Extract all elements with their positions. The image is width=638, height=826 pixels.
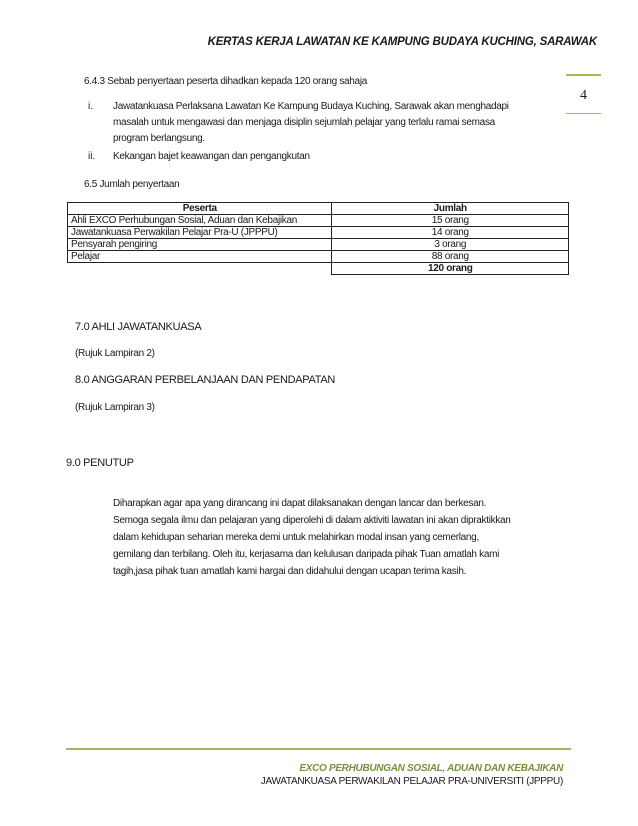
footer-committee: JAWATANKUASA PERWAKILAN PELAJAR PRA-UNIVERSITI (JPPPU) [260, 776, 563, 787]
column-header-jumlah: Jumlah [332, 203, 569, 215]
page-number: 4 [580, 88, 587, 103]
closing-paragraph [113, 495, 573, 580]
list-item-line: Jawatankuasa Perlaksana Lawatan Ke Kampung Budaya Kuching, Sarawak akan menghadapi [113, 101, 509, 112]
table-cell-total: 120 orang [332, 263, 569, 275]
section-7-reference: (Rujuk Lampiran 2) [75, 348, 155, 359]
table-cell-jumlah: 88 orang [332, 251, 569, 263]
list-item-number: ii. [88, 151, 96, 162]
table-row [68, 239, 569, 251]
paragraph-line: Semoga segala ilmu dan pelajaran yang diperolehi di dalam aktiviti lawatan ini akan dipraktikkan [113, 515, 511, 526]
section-7-heading: 7.0 AHLI JAWATANKUASA [75, 321, 202, 333]
paragraph-line: tagih,jasa pihak tuan amatlah kami hargai dan didahului dengan ucapan terima kasih. [113, 566, 467, 577]
paragraph-line: gemilang dan terbilang. Oleh itu, kerjasama dan kelulusan daripada pihak Tuan amatlah kami [113, 549, 500, 560]
table-cell-peserta: Ahli EXCO Perhubungan Sosial, Aduan dan Kebajikan [68, 215, 332, 227]
list-item-line: Kekangan bajet keawangan dan pengangkutan [113, 151, 310, 162]
table-cell-peserta: Jawatankuasa Perwakilan Pelajar Pra-U (JPPPU) [68, 227, 332, 239]
paragraph-line: Diharapkan agar apa yang dirancang ini dapat dilaksanakan dengan lancar dan berkesan. [113, 498, 487, 509]
section-8-heading: 8.0 ANGGARAN PERBELANJAAN DAN PENDAPATAN [75, 374, 336, 386]
section-6-5-heading: 6.5 Jumlah penyertaan [84, 179, 180, 190]
section-6-4-3-heading: 6.4.3 Sebab penyertaan peserta dihadkan kepada 120 orang sahaja [84, 76, 368, 87]
table-cell-empty [68, 263, 332, 275]
table-row [68, 227, 569, 239]
list-item-line: program berlangsung. [113, 133, 205, 144]
table-total-row [68, 263, 569, 275]
table-header-row [68, 203, 569, 215]
document-header: KERTAS KERJA LAWATAN KE KAMPUNG BUDAYA KUCHING, SARAWAK [207, 36, 597, 48]
page-number-rule-top [566, 74, 601, 76]
footer-organization: EXCO PERHUBUNGAN SOSIAL, ADUAN DAN KEBAJIKAN [299, 763, 563, 774]
list-item-line: masalah untuk mengawasi dan menjaga disiplin sejumlah pelajar yang terlalu ramai semasa [113, 117, 495, 128]
list-item-text [113, 149, 553, 165]
table-cell-jumlah: 3 orang [332, 239, 569, 251]
table-cell-jumlah: 14 orang [332, 227, 569, 239]
table-cell-peserta: Pensyarah pengiring [68, 239, 332, 251]
participants-table [67, 202, 569, 275]
list-item-text [113, 99, 553, 147]
section-9-heading: 9.0 PENUTUP [66, 457, 134, 469]
section-8-reference: (Rujuk Lampiran 3) [75, 402, 155, 413]
column-header-peserta: Peserta [68, 203, 332, 215]
table-row [68, 215, 569, 227]
paragraph-line: dalam kehidupan seharian mereka demi untuk melahirkan modal insan yang cemerlang, [113, 532, 479, 543]
table-cell-jumlah: 15 orang [332, 215, 569, 227]
table-row [68, 251, 569, 263]
list-item-number: i. [88, 101, 93, 112]
table-cell-peserta: Pelajar [68, 251, 332, 263]
footer-rule [66, 748, 571, 750]
page-number-rule-bottom [566, 113, 601, 114]
